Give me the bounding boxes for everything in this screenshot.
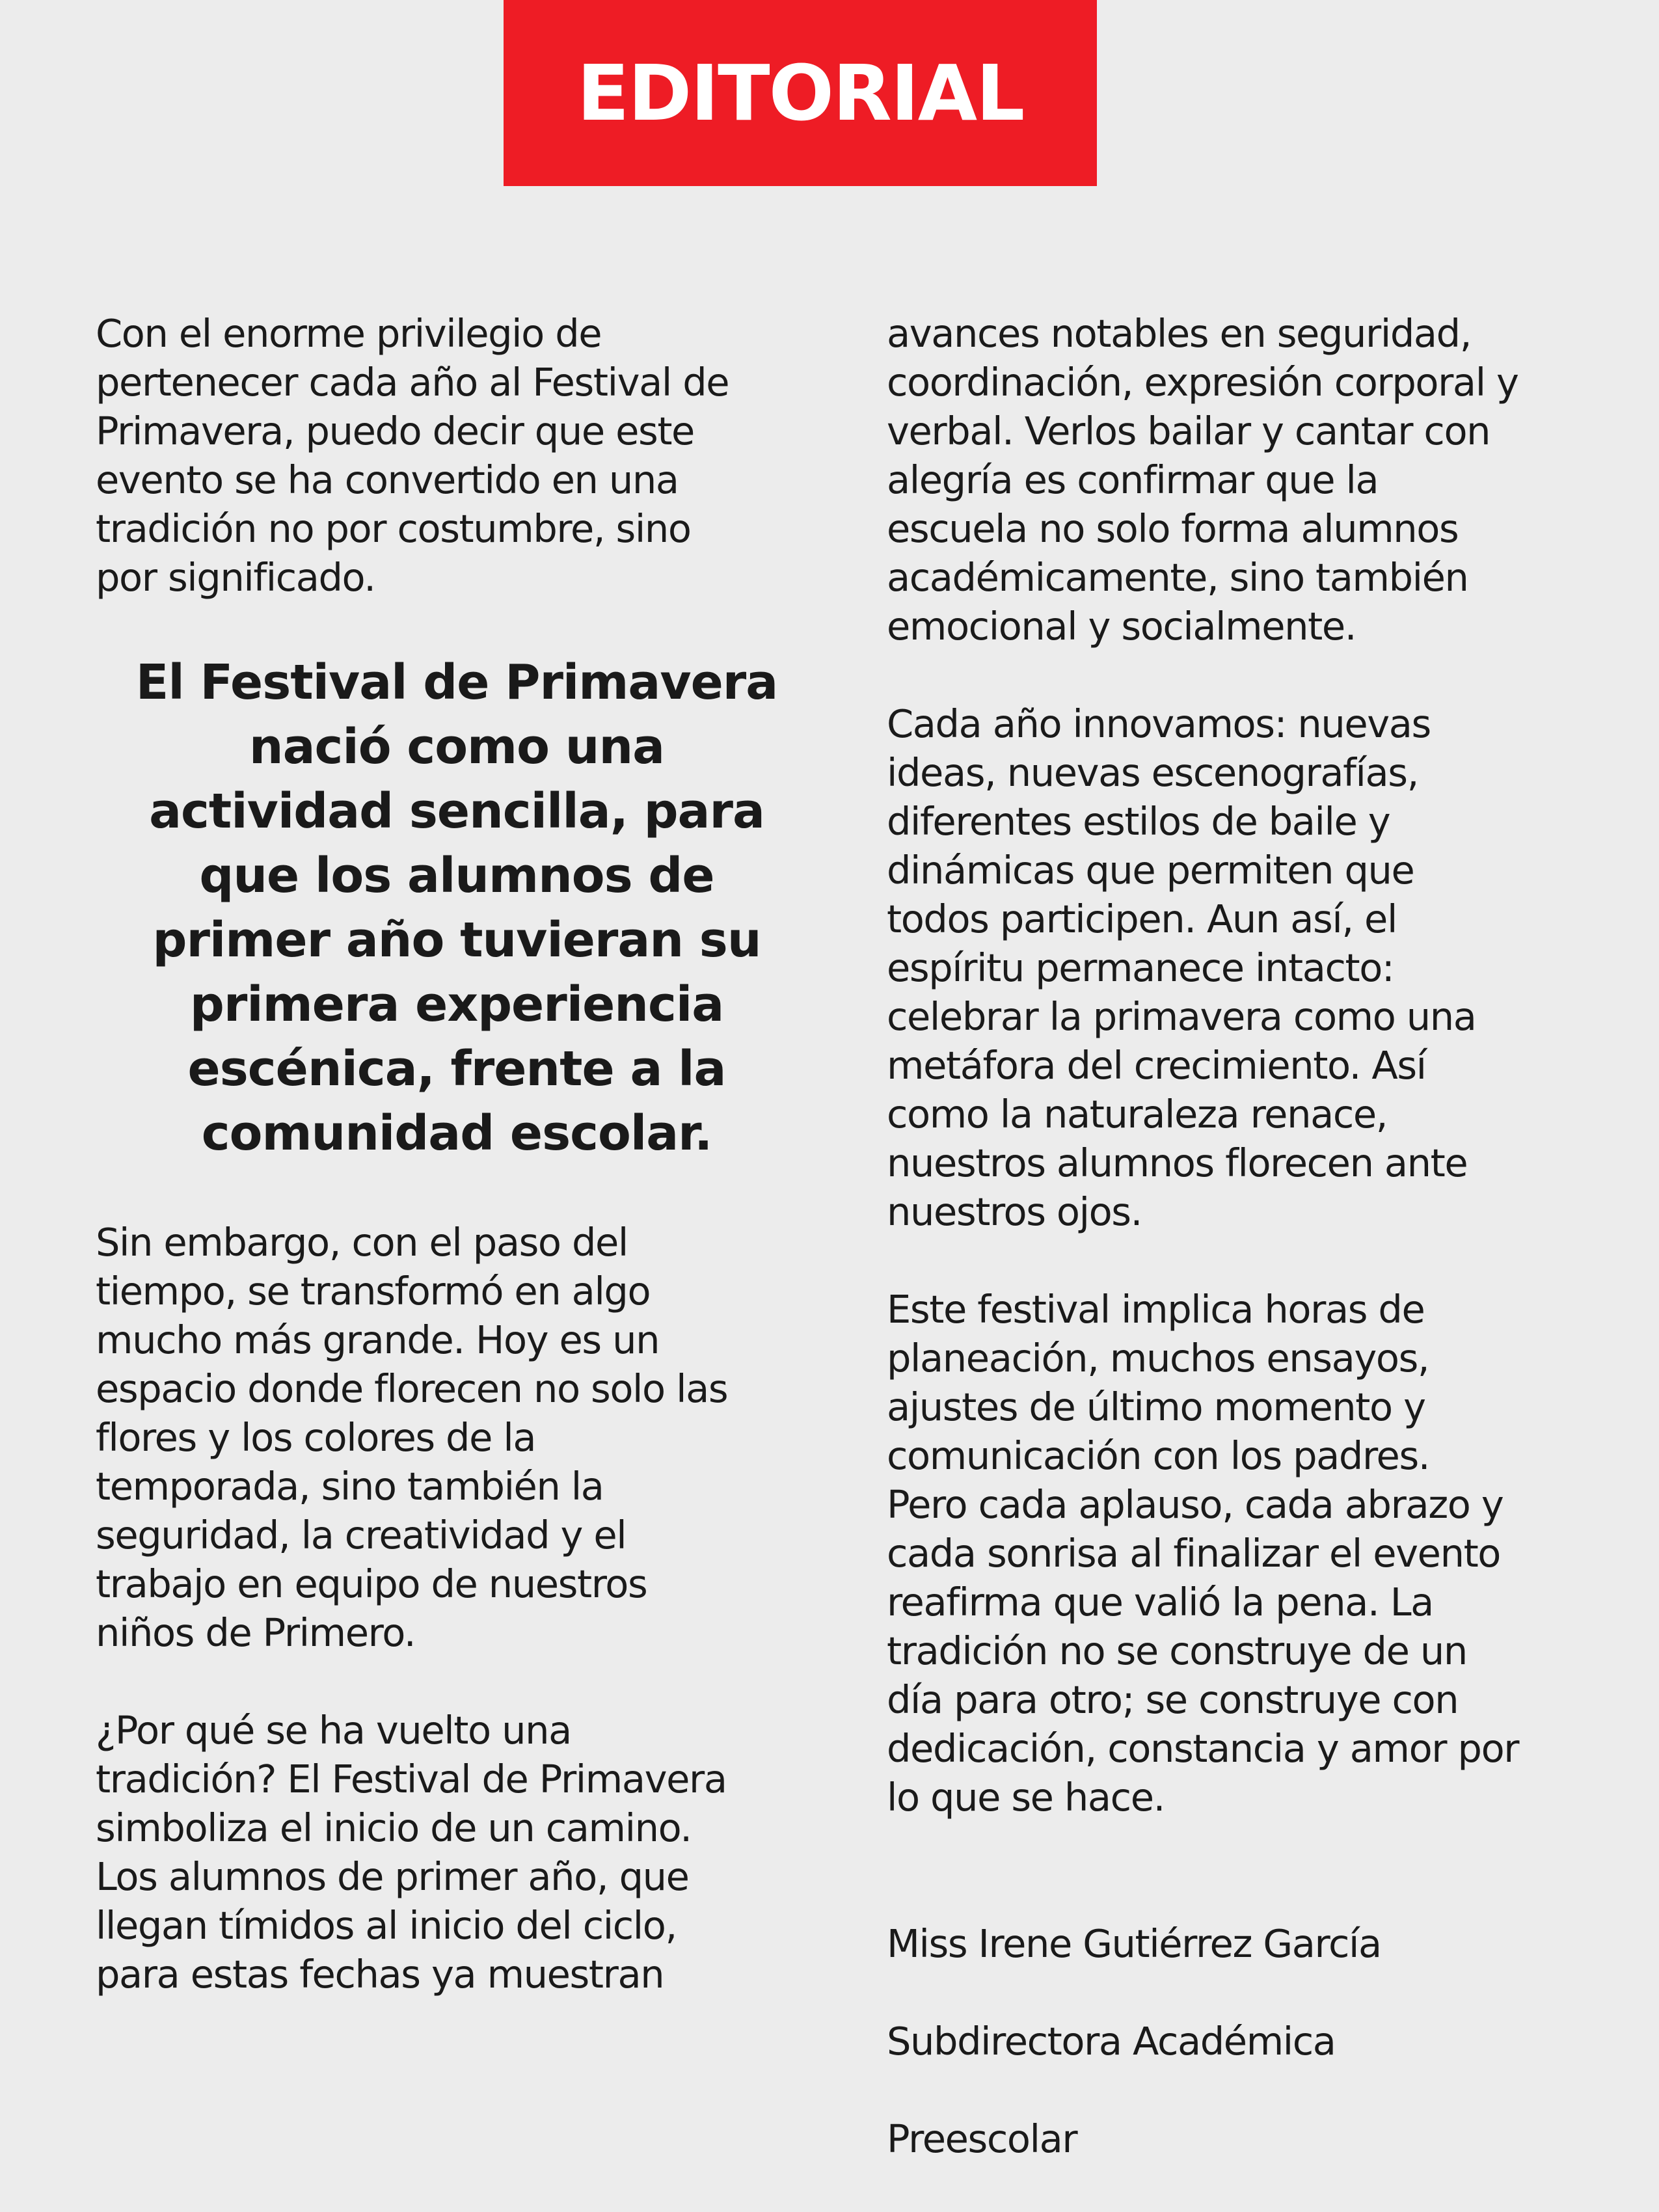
right-column — [887, 309, 1641, 2212]
page-title: EDITORIAL — [576, 48, 1024, 138]
signature-department: Preescolar — [887, 2116, 1077, 2161]
body-paragraph-3-continued: avances notables en seguridad, coordinación, expresión corporal y verbal. Verlos bailar y cantar con alegría es confirmar que la escuela no solo forma alumnos académicamente, sino también emocional y socialmente. — [887, 311, 1518, 649]
intro-paragraph: Con el enorme privilegio de pertenecer cada año al Festival de Primavera, puedo decir que este evento se ha convertido en una tradición no por costumbre, sino por significado. — [96, 311, 729, 600]
body-paragraph-4: Cada año innovamos: nuevas ideas, nuevas escenografías, diferentes estilos de baile y dinámicas que permiten que todos participen. Aun así, el espíritu permanece intacto: celebrar la primavera como una metáfora del crecimiento. Así como la naturaleza renace, nuestros alumnos florecen ante nuestros ojos. — [887, 701, 1476, 1234]
body-paragraph-5: Este festival implica horas de planeación, muchos ensayos, ajustes de último momento y comunicación con los padres. Pero cada aplauso, cada abrazo y cada sonrisa al finalizar el evento reafirma que valió la pena. La tradición no se construye de un día para otro; se construye con dedicación, constancia y amor por lo que se hace. — [887, 1287, 1519, 1820]
signature-role: Subdirectora Académica — [887, 2019, 1336, 2064]
left-column — [96, 309, 837, 2047]
signature-block — [887, 1870, 1641, 2212]
signature-name: Miss Irene Gutiérrez García — [887, 1921, 1381, 1966]
body-paragraph-3: ¿Por qué se ha vuelto una tradición? El Festival de Primavera simboliza el inicio de un camino. Los alumnos de primer año, que llegan tímidos al inicio del ciclo, para estas fechas ya muestran — [96, 1708, 727, 1997]
body-paragraph-2: Sin embargo, con el paso del tiempo, se transformó en algo mucho más grande. Hoy es un espacio donde florecen no solo las flores y los colores de la temporada, sino también la seguridad, la creatividad y el trabajo en equipo de nuestros niños de Primero. — [96, 1220, 728, 1655]
editorial-banner — [504, 0, 1097, 186]
pull-quote: El Festival de Primavera nació como una actividad sencilla, para que los alumnos de primer año tuvieran su primera experiencia escénica, frente a la comunidad escolar. — [135, 654, 778, 1161]
